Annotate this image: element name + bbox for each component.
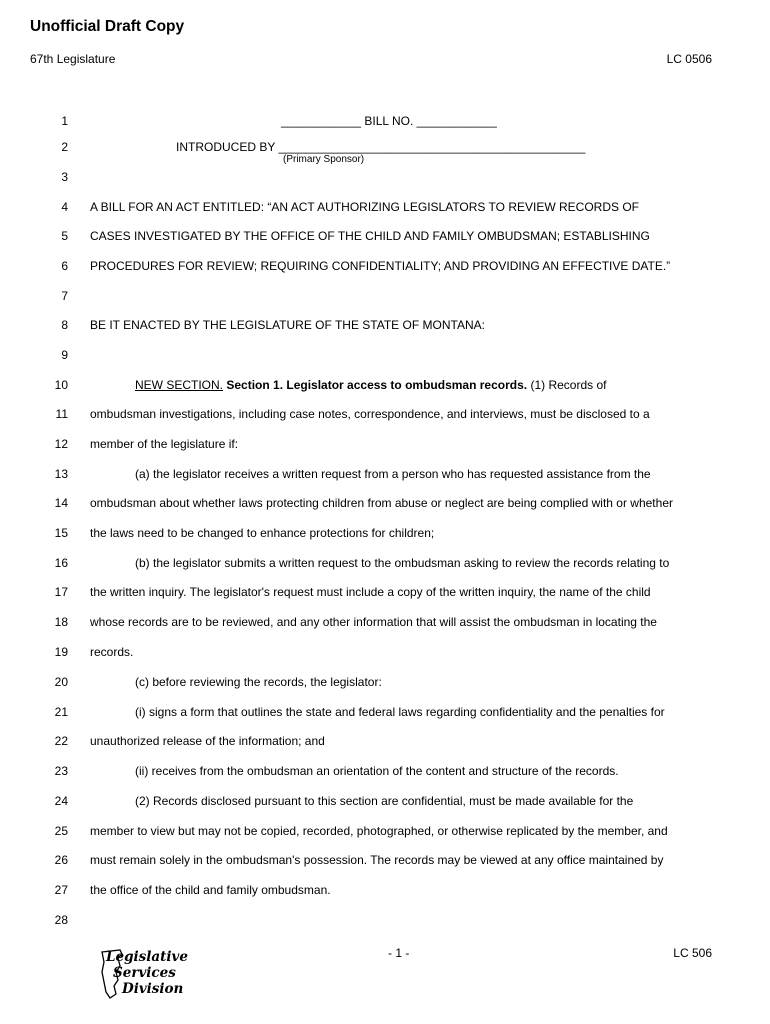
line-13 — [0, 464, 770, 484]
line-5 — [0, 226, 770, 246]
line-28 — [0, 910, 770, 930]
line-number: 16 — [54, 556, 68, 570]
line-number: 26 — [54, 853, 68, 867]
line-text: (i) signs a form that outlines the state and federal laws regarding confidentiality and the penalties for — [135, 705, 665, 719]
line-number: 5 — [61, 229, 68, 243]
line-1 — [0, 111, 770, 131]
section-heading-line — [135, 375, 606, 395]
line-16 — [0, 553, 770, 573]
line-number: 17 — [54, 585, 68, 599]
line-25 — [0, 821, 770, 841]
line-text: unauthorized release of the information; and — [90, 734, 325, 748]
line-number: 2 — [61, 140, 68, 154]
line-8 — [0, 315, 770, 335]
line-10 — [0, 375, 770, 395]
line-text: A BILL FOR AN ACT ENTITLED: “AN ACT AUTHORIZING LEGISLATORS TO REVIEW RECORDS OF — [90, 200, 640, 214]
lc-number: LC 0506 — [666, 52, 712, 66]
line-text: (b) the legislator submits a written request to the ombudsman asking to review the records relating to — [135, 556, 670, 570]
new-section-label: NEW SECTION. — [135, 378, 224, 392]
line-text: records. — [90, 645, 134, 659]
line-text: the written inquiry. The legislator's request must include a copy of the written inquiry, the name of the child — [90, 585, 651, 599]
introduced-by-line: INTRODUCED BY ______________________________________________ — [176, 140, 586, 154]
line-number: 19 — [54, 645, 68, 659]
line-14 — [0, 493, 770, 513]
line-22 — [0, 731, 770, 751]
section-intro-text: (1) Records of — [527, 378, 607, 392]
line-number: 10 — [54, 378, 68, 392]
line-text: (2) Records disclosed pursuant to this section are confidential, must be made available for the — [135, 794, 634, 808]
line-7 — [0, 286, 770, 306]
line-text: whose records are to be reviewed, and any other information that will assist the ombudsman in locating the — [90, 615, 657, 629]
line-number: 28 — [54, 913, 68, 927]
line-24 — [0, 791, 770, 811]
bill-number-line: ____________ BILL NO. ____________ — [281, 114, 497, 128]
line-23 — [0, 761, 770, 781]
logo-line-legislative: Legislative — [106, 949, 188, 965]
line-number: 22 — [54, 734, 68, 748]
line-text: member of the legislature if: — [90, 437, 239, 451]
line-text: the office of the child and family ombudsman. — [90, 883, 331, 897]
primary-sponsor-caption: (Primary Sponsor) — [283, 154, 365, 165]
line-6 — [0, 256, 770, 276]
line-number: 18 — [54, 615, 68, 629]
line-18 — [0, 612, 770, 632]
line-text: CASES INVESTIGATED BY THE OFFICE OF THE CHILD AND FAMILY OMBUDSMAN; ESTABLISHING — [90, 229, 650, 243]
footer-lc-number: LC 506 — [673, 946, 712, 960]
line-number: 7 — [61, 289, 68, 303]
line-number: 20 — [54, 675, 68, 689]
line-17 — [0, 582, 770, 602]
line-number: 14 — [54, 496, 68, 510]
line-12 — [0, 434, 770, 454]
line-11 — [0, 404, 770, 424]
line-20 — [0, 672, 770, 692]
logo-line-division: Division — [122, 981, 184, 997]
line-number: 4 — [61, 200, 68, 214]
line-number: 27 — [54, 883, 68, 897]
line-19 — [0, 642, 770, 662]
legislative-services-division-logo — [98, 946, 188, 1000]
line-number: 24 — [54, 794, 68, 808]
line-number: 15 — [54, 526, 68, 540]
line-text: (ii) receives from the ombudsman an orientation of the content and structure of the records. — [135, 764, 619, 778]
line-number: 23 — [54, 764, 68, 778]
document-title: Unofficial Draft Copy — [30, 18, 185, 35]
line-number: 9 — [61, 348, 68, 362]
line-number: 11 — [55, 407, 68, 421]
section-heading: Section 1. Legislator access to ombudsman records. — [223, 378, 528, 392]
line-number: 1 — [61, 114, 68, 128]
line-27 — [0, 880, 770, 900]
line-15 — [0, 523, 770, 543]
line-number: 12 — [54, 437, 68, 451]
line-text: must remain solely in the ombudsman's possession. The records may be viewed at any office maintained by — [90, 853, 664, 867]
line-4 — [0, 197, 770, 217]
legislature-label: 67th Legislature — [30, 52, 116, 66]
line-text: BE IT ENACTED BY THE LEGISLATURE OF THE STATE OF MONTANA: — [90, 318, 485, 332]
line-number: 25 — [54, 824, 68, 838]
line-number: 6 — [61, 259, 68, 273]
page-number: - 1 - — [388, 946, 410, 960]
logo-line-services: Services — [113, 965, 176, 981]
line-21 — [0, 702, 770, 722]
line-text: PROCEDURES FOR REVIEW; REQUIRING CONFIDENTIALITY; AND PROVIDING AN EFFECTIVE DATE.” — [90, 259, 671, 273]
line-text: member to view but may not be copied, recorded, photographed, or otherwise replicated by the member, and — [90, 824, 668, 838]
line-text: (a) the legislator receives a written request from a person who has requested assistance from the — [135, 467, 651, 481]
line-number: 8 — [61, 318, 68, 332]
line-text: ombudsman about whether laws protecting children from abuse or neglect are being complied with or whether — [90, 496, 673, 510]
line-9 — [0, 345, 770, 365]
line-26 — [0, 850, 770, 870]
line-text: (c) before reviewing the records, the legislator: — [135, 675, 382, 689]
line-text: the laws need to be changed to enhance protections for children; — [90, 526, 435, 540]
line-number: 3 — [61, 170, 68, 184]
line-2 — [0, 137, 770, 157]
line-text: ombudsman investigations, including case notes, correspondence, and interviews, must be disclosed to a — [90, 407, 650, 421]
line-3 — [0, 167, 770, 187]
line-number: 21 — [54, 705, 68, 719]
line-number: 13 — [54, 467, 68, 481]
